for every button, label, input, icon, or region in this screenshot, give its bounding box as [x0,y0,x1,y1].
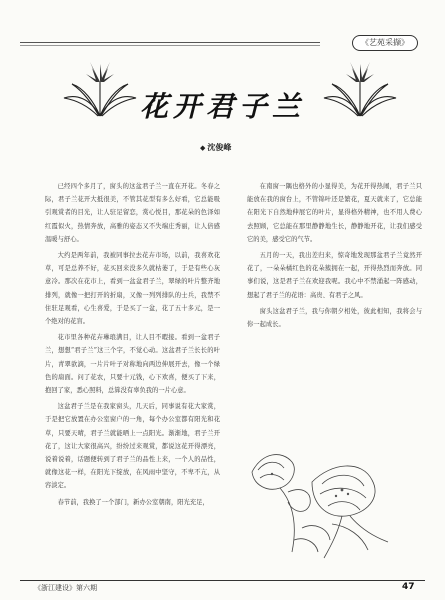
diamond-bullet-icon: ◆ [200,143,206,152]
page-number: 47 [402,582,415,592]
paragraph: 大约是两年前，我被同事拉去花卉市场，以前，我喜欢花草，可是总养不好，花买回来没多久就枯萎了，于是有些心灰意冷。那次在花市上，看到一盆盆君子兰，翠绿的叶片整齐地排列，就像一把打开的折扇，又像一列列排队的士兵，我禁不住驻足观看，心生喜爱，于是买了一盆，花了五十多元，是一个绝对的花盲。 [45,252,220,326]
right-text-column [247,180,422,425]
lily-flower-sketch-illustration [232,432,402,562]
header-rule [20,42,320,43]
journal-name: 《浙江建设》第六期 [34,584,97,592]
paragraph: 已经四个多月了，窗头的这盆君子兰一直在开花。冬春之际，君子兰花开大抵很美，不管其花型有多么好看，它总能吸引观赏者的目光，让人驻足留恋，赏心悦目，那花朵的色泽如红霞似火，热情奔放，高雅的姿态又不失端庄秀丽，让人倍感温暖与舒心。 [45,183,220,243]
author-byline [200,142,231,153]
paragraph: 窗头这盆君子兰，我与你朝夕相处，彼此相知，我将会与你一起成长。 [247,307,422,329]
paragraph: 春节前，我换了一个部门，新办公室朝南，阳光充足， [57,498,209,506]
section-tag: 《艺苑采撷》 [352,35,418,51]
paragraph: 在南窗一隅也格外的小显得美，为花开得热闹，君子兰只能放在我的窗台上，不管锦叶还是繁花，夏天就来了，它总能在阳光下自然地伸展它的叶片，显得格外精神，也不用人费心去照顾，它总能在那里静静地生长，静静地开花，让我们感受它的美，感受它的气节。 [247,183,422,243]
paragraph: 五月的一天，我出差归来，惊奇地发现那盆君子兰竟然开花了，一朵朵橘红色的花朵簇拥在一起，开得热烈而奔放。同事们说，这是君子兰在欢迎我呢。我心中不禁涌起一阵感动，想起了君子兰的花语：高贵、有君子之风。 [247,252,422,299]
left-text-column [45,180,220,570]
author-name: 沈俊峰 [207,142,232,152]
paragraph: 这盆君子兰是在我家窗头，几天后，同事说有花大家赏，于是把它放置在办公室窗户的一角，每个办公室都有阳光和花草，只要天晴，君子兰就能晒上一点阳光。渐渐地，君子兰开花了，这让大家很高兴，纷纷过来观赏，都说这花开得漂亮，说着说着，话题便转到了君子兰的品性上来，一个人的品性，就像这花一样，在阳光下绽放，在风雨中坚守，不卑不亢，从容淡定。 [45,403,220,490]
article-title: 花开君子兰 [139,90,305,123]
header-rule-thin [20,45,320,46]
footer-rule [20,580,425,581]
paragraph: 花市里各种花卉琳琅满目，让人目不暇接。看到一盆君子兰，想想“君子兰”这三个字，不觉心动。这盆君子兰长长的叶片，青翠欲滴，一片片叶子对称地向两边伸展开去，像一个绿色的扇面。问了花农，只要十元钱，心下欢喜，便买了下来，抱回了家，悉心照料，总算没有辜负我的一片心意。 [45,334,220,395]
